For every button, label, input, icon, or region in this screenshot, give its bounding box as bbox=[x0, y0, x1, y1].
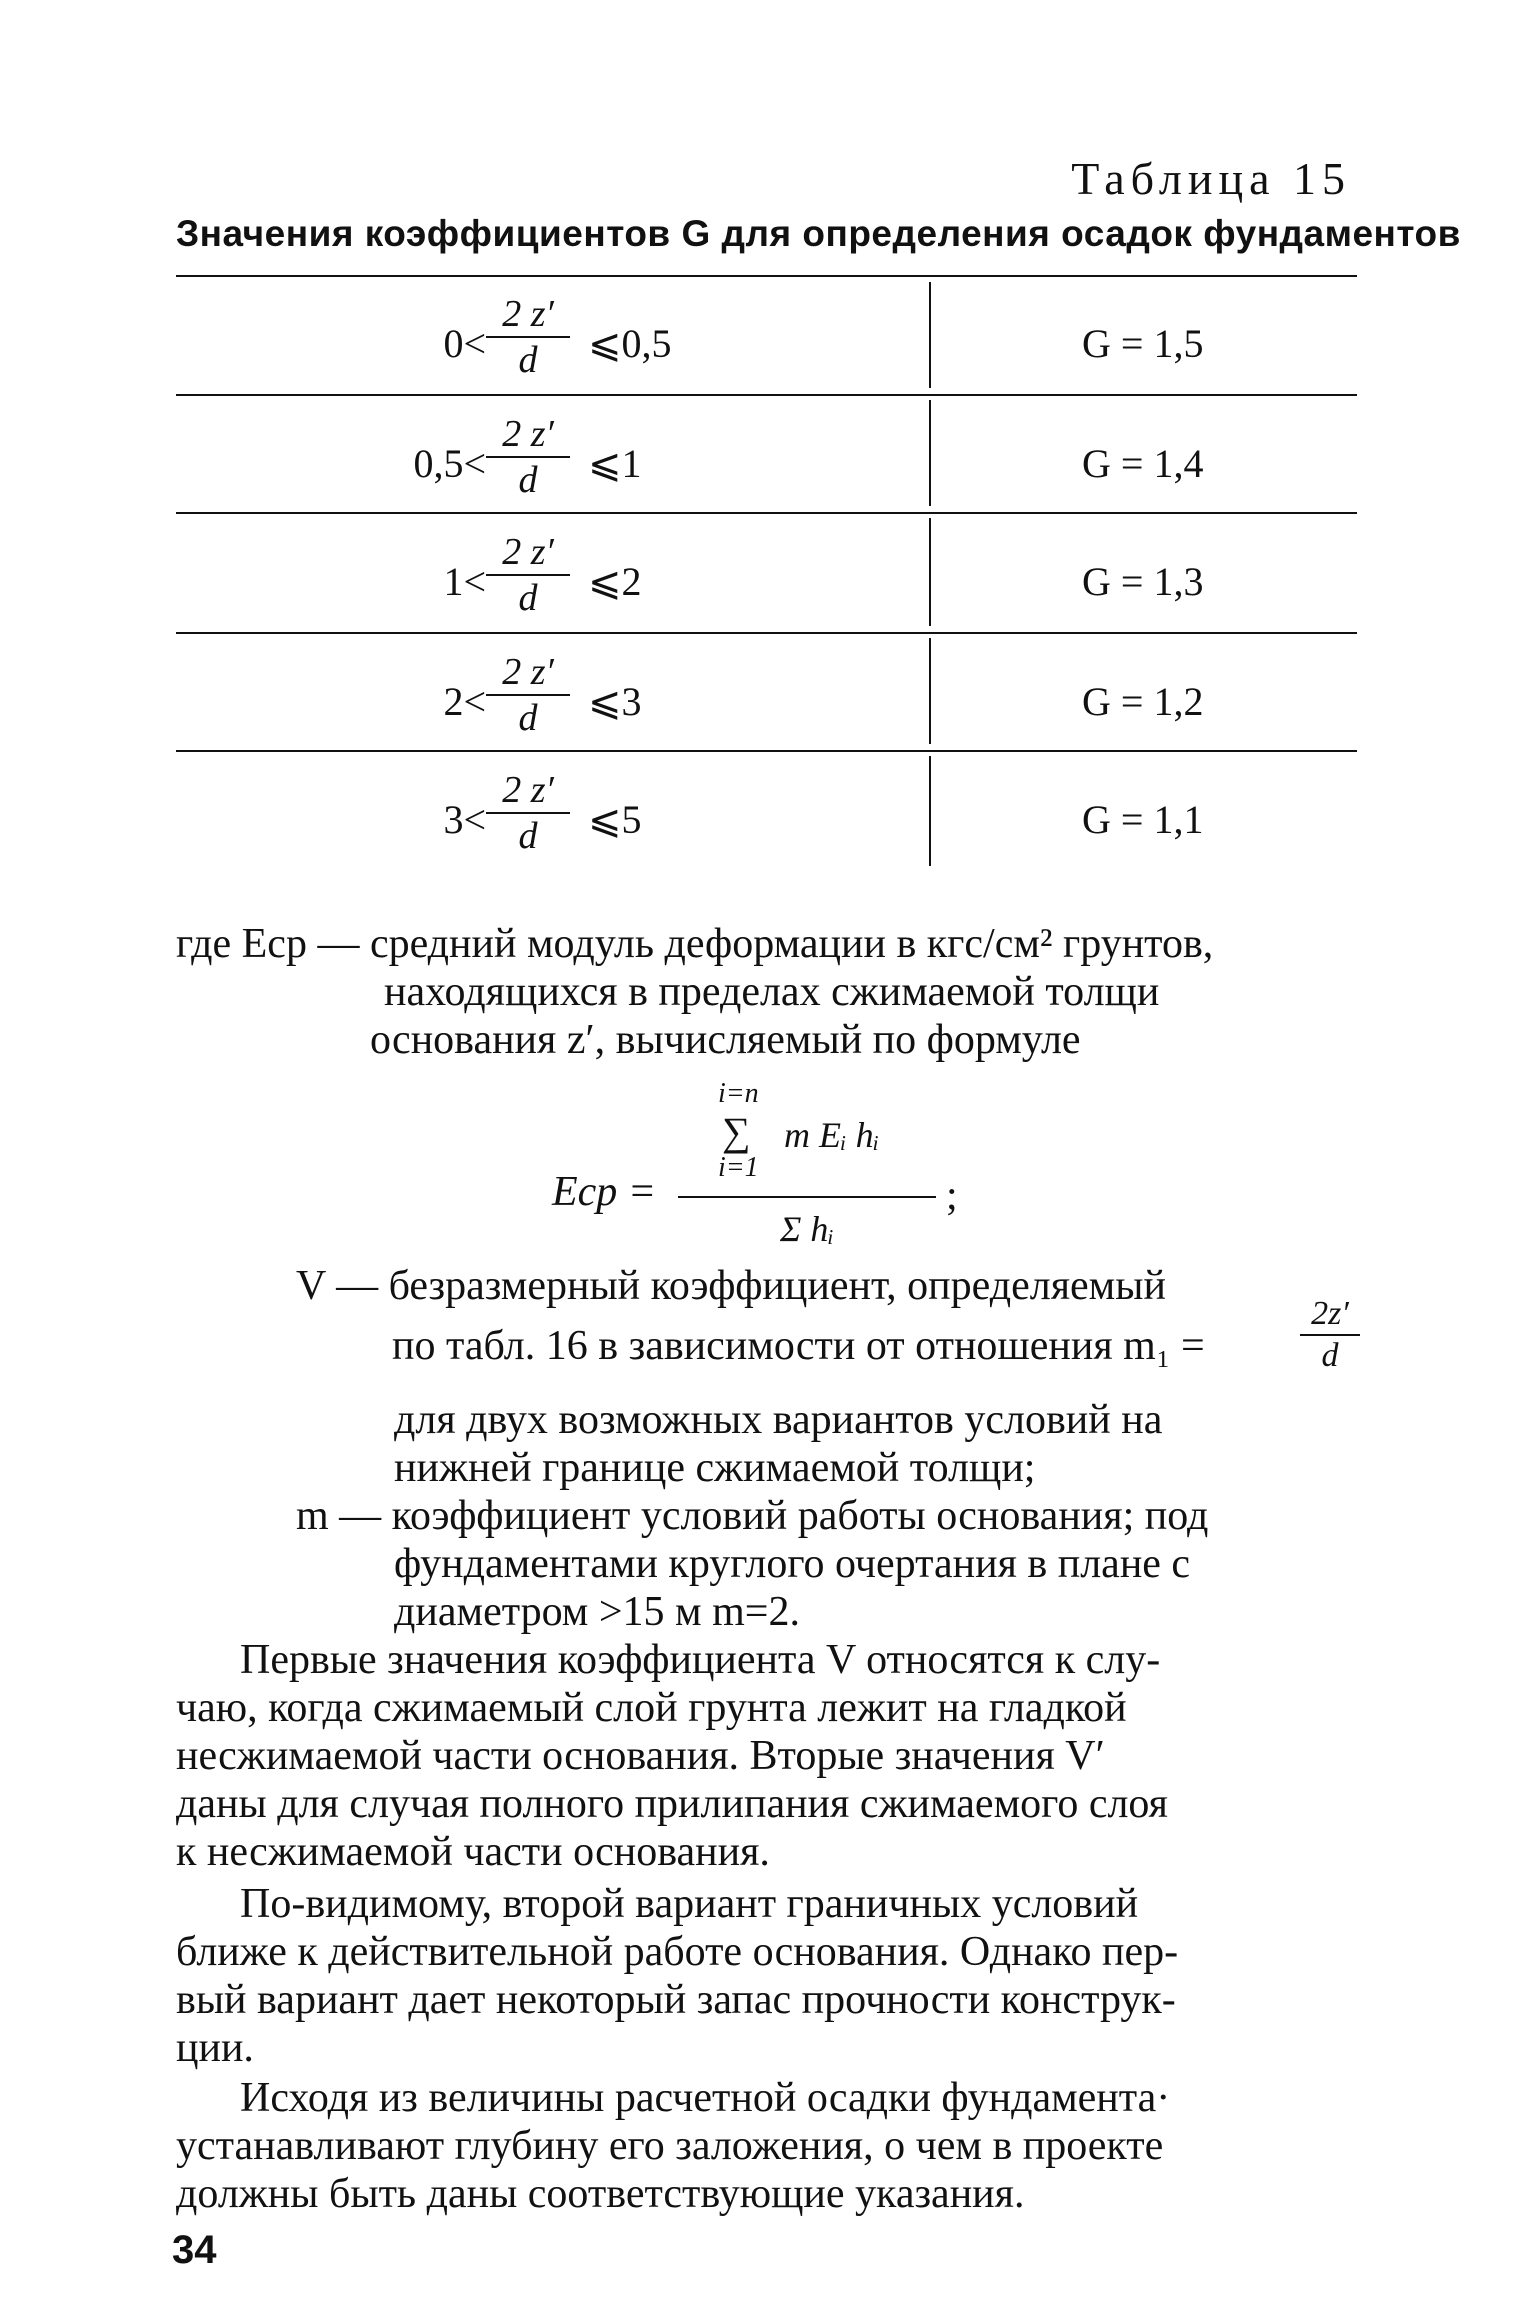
v-definition-line: V — безразмерный коэффициент, определяемый bbox=[296, 1263, 1166, 1309]
ecp-definition-line: основания z′, вычисляемый по формуле bbox=[370, 1017, 1081, 1063]
fraction-denominator: d bbox=[1321, 1337, 1339, 1374]
table-top-rule bbox=[176, 275, 1357, 277]
v-definition-line: для двух возможных вариантов условий на bbox=[394, 1397, 1163, 1443]
paragraph-line: По-видимому, второй вариант граничных условий bbox=[240, 1881, 1139, 1927]
paragraph-line: ции. bbox=[176, 2025, 254, 2071]
paragraph-line: несжимаемой части основания. Вторые значения V′ bbox=[176, 1733, 1105, 1779]
ratio-fraction bbox=[486, 294, 570, 380]
ratio-fraction bbox=[486, 532, 570, 618]
fraction-numerator: 2 z′ bbox=[502, 769, 554, 811]
paragraph-line: вый вариант дает некоторый запас прочности конструк- bbox=[176, 1977, 1176, 2023]
fraction-bar bbox=[486, 694, 570, 696]
g-value: G = 1,1 bbox=[1082, 797, 1204, 842]
sum-upper-limit: i=n bbox=[718, 1078, 759, 1109]
fraction-bar bbox=[486, 336, 570, 338]
condition-upper: ⩽5 bbox=[588, 797, 642, 842]
condition-upper: ⩽0,5 bbox=[588, 321, 672, 366]
fraction-denominator: d bbox=[518, 815, 538, 857]
paragraph-line: чаю, когда сжимаемый слой грунта лежит на гладкой bbox=[176, 1685, 1127, 1731]
m-definition-line: m — коэффициент условий работы основания; под bbox=[296, 1493, 1209, 1539]
sum-sign: ∑ bbox=[722, 1109, 751, 1154]
m-definition-line: диаметром >15 м m=2. bbox=[394, 1589, 800, 1635]
fraction-denominator: d bbox=[518, 459, 538, 501]
paragraph-line: Первые значения коэффициента V относятся к слу- bbox=[240, 1637, 1161, 1683]
condition-upper: ⩽2 bbox=[588, 559, 642, 604]
fraction-bar bbox=[1300, 1334, 1360, 1336]
condition-lower: 3< bbox=[443, 797, 486, 842]
fraction-bar bbox=[486, 456, 570, 458]
ratio-fraction bbox=[486, 652, 570, 738]
condition-lower: 2< bbox=[443, 679, 486, 724]
g-value: G = 1,4 bbox=[1082, 441, 1204, 486]
table-row-rule bbox=[176, 394, 1357, 396]
g-value: G = 1,5 bbox=[1082, 321, 1204, 366]
g-value: G = 1,3 bbox=[1082, 559, 1204, 604]
condition-lower: 0< bbox=[443, 321, 486, 366]
sum-lower-limit: i=1 bbox=[718, 1152, 759, 1183]
formula-end: ; bbox=[946, 1173, 958, 1219]
m-definition-line: фундаментами круглого очертания в плане с bbox=[394, 1541, 1191, 1587]
fraction-numerator: 2 z′ bbox=[502, 531, 554, 573]
m1-fraction bbox=[1300, 1296, 1360, 1374]
sum-summand: m Eᵢ hᵢ bbox=[784, 1115, 880, 1155]
paragraph-line: должны быть даны соответствующие указания. bbox=[176, 2171, 1025, 2217]
table-caption: Значения коэффициентов G для определения осадок фундаментов bbox=[176, 213, 1461, 254]
table-column-divider bbox=[929, 756, 931, 866]
table-row-rule bbox=[176, 632, 1357, 634]
fraction-denominator: d bbox=[518, 577, 538, 619]
fraction-numerator: 2 z′ bbox=[502, 651, 554, 693]
condition-lower: 1< bbox=[443, 559, 486, 604]
fraction-denominator: d bbox=[518, 339, 538, 381]
v-definition-line: по табл. 16 в зависимости от отношения m₁ = bbox=[392, 1323, 1205, 1369]
page-number: 34 bbox=[172, 2228, 217, 2272]
paragraph-line: устанавливают глубину его заложения, о чем в проекте bbox=[176, 2123, 1164, 2169]
formula-fraction-bar bbox=[678, 1196, 936, 1198]
paragraph-line: к несжимаемой части основания. bbox=[176, 1829, 770, 1875]
paragraph-line: даны для случая полного прилипания сжимаемого слоя bbox=[176, 1781, 1168, 1827]
ecp-definition-line: где Eср — средний модуль деформации в кгс/см² грунтов, bbox=[176, 921, 1214, 967]
paragraph-line: Исходя из величины расчетной осадки фундамента· bbox=[240, 2075, 1171, 2121]
table-row-rule bbox=[176, 512, 1357, 514]
table-number: Таблица 15 bbox=[1071, 153, 1351, 204]
fraction-bar bbox=[486, 812, 570, 814]
paragraph-line: ближе к действительной работе основания. Однако пер- bbox=[176, 1929, 1179, 1975]
table-column-divider bbox=[929, 282, 931, 388]
v-definition-line: нижней границе сжимаемой толщи; bbox=[394, 1445, 1036, 1491]
table-column-divider bbox=[929, 638, 931, 744]
ratio-fraction bbox=[486, 770, 570, 856]
condition-lower: 0,5< bbox=[413, 441, 486, 486]
fraction-numerator: 2 z′ bbox=[502, 413, 554, 455]
ratio-fraction bbox=[486, 414, 570, 500]
fraction-numerator: 2z′ bbox=[1311, 1295, 1349, 1332]
table-column-divider bbox=[929, 400, 931, 506]
condition-upper: ⩽3 bbox=[588, 679, 642, 724]
formula-denominator: Σ hᵢ bbox=[780, 1209, 835, 1249]
table-row-rule bbox=[176, 750, 1357, 752]
g-value: G = 1,2 bbox=[1082, 679, 1204, 724]
condition-upper: ⩽1 bbox=[588, 441, 642, 486]
fraction-numerator: 2 z′ bbox=[502, 293, 554, 335]
fraction-denominator: d bbox=[518, 697, 538, 739]
table-column-divider bbox=[929, 518, 931, 626]
formula-lhs: Eср = bbox=[552, 1169, 657, 1215]
fraction-bar bbox=[486, 574, 570, 576]
ecp-definition-line: находящихся в пределах сжимаемой толщи bbox=[384, 969, 1160, 1015]
